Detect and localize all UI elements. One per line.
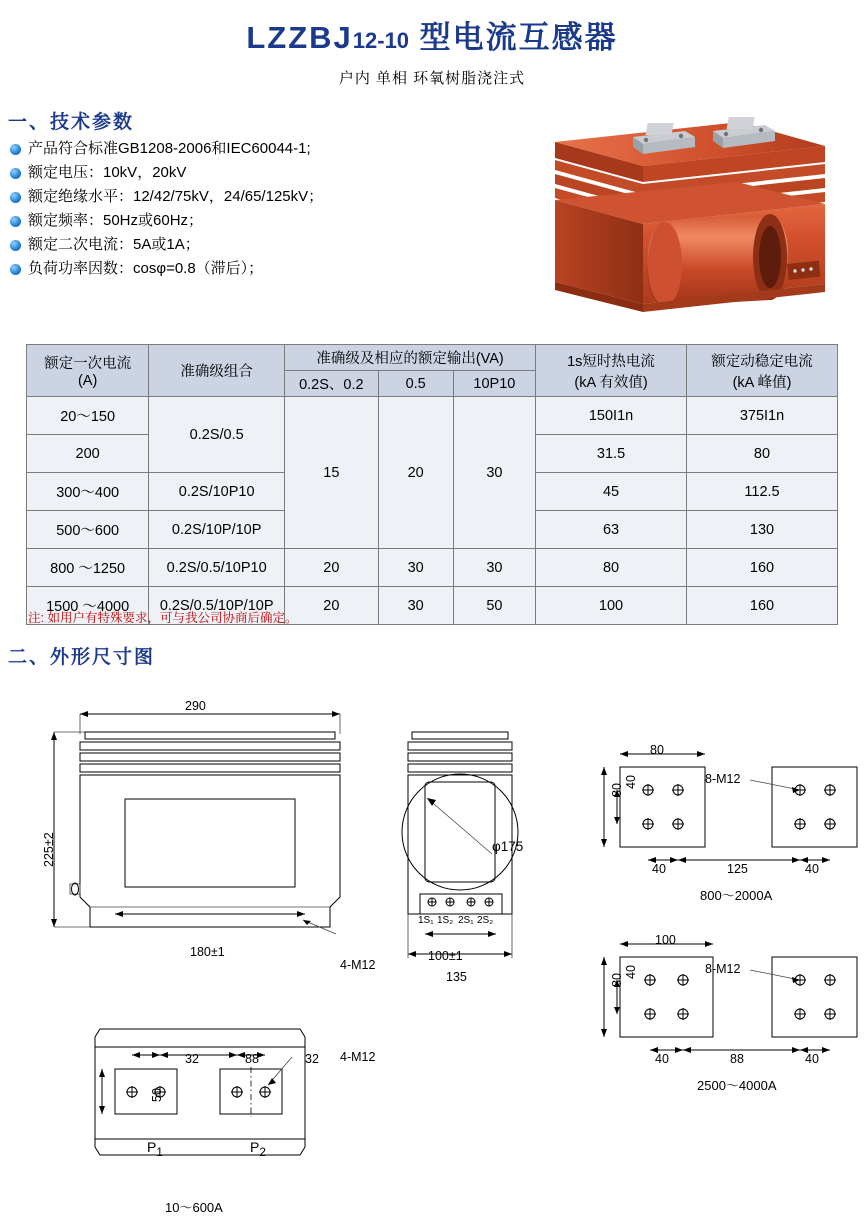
bullet-icon: [10, 264, 21, 275]
page-title: [0, 12, 864, 57]
cell-primary: 300～400: [27, 473, 149, 511]
th-dynamic-current: [687, 345, 838, 397]
spec-text: 额定绝缘水平：12/42/75kV，24/65/125kV；: [28, 188, 324, 205]
th-class-10p10: 10P10: [453, 371, 535, 397]
product-photo: [525, 104, 845, 329]
terminal-label-1s1: 1S₁: [418, 915, 434, 926]
cell-combo: 0.2S/10P/10P: [149, 511, 285, 549]
dim-front-width: 290: [185, 699, 206, 713]
dim-plate-upper-br: 40: [805, 862, 819, 876]
terminal-label-2s2: 2S₂: [477, 915, 494, 926]
cell-dynamic: 130: [687, 511, 838, 549]
cell-primary: 200: [27, 435, 149, 473]
cell-va-10p10: 30: [453, 549, 535, 587]
bullet-icon: [10, 192, 21, 203]
dim-plate-lower-inner: 40: [624, 965, 638, 979]
cell-thermal: 63: [536, 511, 687, 549]
th-primary-current-label: 额定一次电流: [44, 356, 132, 372]
th-primary-current: [27, 345, 149, 397]
dim-plate-upper-left: 80: [610, 783, 624, 797]
table-note: 注: 如用户有特殊要求，可与我公司协商后确定。: [28, 611, 298, 625]
dim-plate-lower-bc: 88: [730, 1052, 744, 1066]
cell-primary: 20～150: [27, 397, 149, 435]
cell-va-02s: 20: [285, 587, 379, 625]
spec-text: 额定二次电流：5A或1A；: [28, 236, 200, 253]
side-view-drawing: [370, 702, 600, 1002]
cell-dynamic: 375I1n: [687, 397, 838, 435]
bullet-icon: [10, 240, 21, 251]
list-item: [10, 140, 490, 158]
th-thermal-current: [536, 345, 687, 397]
cell-combo: 0.2S/0.5/10P10: [149, 549, 285, 587]
dim-plate-lower-bl: 40: [655, 1052, 669, 1066]
dimension-drawings: [0, 677, 864, 1215]
cell-va-10p10: 30: [453, 397, 535, 549]
th-dynamic-unit: (kA 峰值): [732, 374, 792, 391]
cell-primary: 500～600: [27, 511, 149, 549]
th-thermal-label: 1s短时热电流: [567, 353, 655, 370]
bullet-icon: [10, 216, 21, 227]
dim-bottom-32a: 32: [185, 1052, 199, 1066]
section-heading-specs: 一、技术参数: [8, 112, 135, 133]
list-item: [10, 188, 490, 206]
dim-side-diameter: φ175: [492, 839, 524, 854]
cell-va-02s: 15: [285, 397, 379, 549]
dim-bottom-88: 88: [245, 1052, 259, 1066]
bullet-icon: [10, 144, 21, 155]
cell-combo: 0.2S/10P10: [149, 473, 285, 511]
cell-dynamic: 160: [687, 587, 838, 625]
bottom-view-drawing: [60, 1007, 380, 1197]
spec-table: [26, 344, 838, 625]
dim-bottom-bolt: 4-M12: [340, 1050, 376, 1064]
terminal-label-1s2: 1S₂: [437, 915, 454, 926]
bullet-icon: [10, 168, 21, 179]
table-header-row: [27, 345, 838, 371]
dim-plate-upper-bl: 40: [652, 862, 666, 876]
caption-plate-lower: 2500～4000A: [697, 1078, 777, 1093]
spec-text: 产品符合标准GB1208-2006和IEC60044-1;: [28, 140, 311, 157]
cell-dynamic: 80: [687, 435, 838, 473]
cell-primary: 800 ～1250: [27, 549, 149, 587]
dim-plate-upper-inner: 40: [624, 775, 638, 789]
cell-primary: 1500 ～4000: [27, 587, 149, 625]
cell-thermal: 100: [536, 587, 687, 625]
cell-va-10p10: 50: [453, 587, 535, 625]
page-title-main: LZZBJ: [246, 20, 353, 55]
section-heading-dimensions: 二、外形尺寸图: [8, 647, 156, 668]
page-title-model: 12-10: [352, 28, 410, 53]
cell-va-05: 20: [378, 397, 453, 549]
spec-text: 负荷功率因数：cosφ=0.8（滞后）；: [28, 260, 264, 277]
th-accuracy-output: 准确级及相应的额定输出(VA): [285, 345, 536, 371]
th-dynamic-label: 额定动稳定电流: [711, 353, 813, 370]
dim-bottom-32b: 32: [305, 1052, 319, 1066]
list-item: [10, 212, 490, 230]
cell-combo: 0.2S/0.5/10P/10P: [149, 587, 285, 625]
cell-dynamic: 112.5: [687, 473, 838, 511]
list-item: [10, 164, 490, 182]
page-title-rest: 型电流互感器: [409, 20, 618, 55]
spec-list: [10, 140, 490, 284]
dim-side-terminal-pitch: 100±1: [428, 949, 463, 963]
cell-thermal: 31.5: [536, 435, 687, 473]
dim-front-base: 180±1: [190, 945, 225, 959]
dim-bottom-50: 50: [150, 1088, 164, 1102]
terminal-label-2s1: 2S₁: [458, 915, 474, 926]
caption-plate-upper: 800～2000A: [700, 888, 773, 903]
dim-plate-lower-bolt: 8-M12: [705, 962, 741, 976]
cell-thermal: 150I1n: [536, 397, 687, 435]
dim-plate-lower-br: 40: [805, 1052, 819, 1066]
th-thermal-unit: (kA 有效值): [574, 374, 648, 391]
cell-combo: 0.2S/0.5: [149, 397, 285, 473]
th-class-05: 0.5: [378, 371, 453, 397]
list-item: [10, 260, 490, 278]
spec-text: 额定电压：10kV，20kV: [28, 164, 187, 181]
caption-bottom-view: 10～600A: [165, 1200, 223, 1215]
list-item: [10, 236, 490, 254]
dim-front-bolt: 4-M12: [340, 958, 376, 972]
cell-thermal: 80: [536, 549, 687, 587]
spec-text: 额定频率：50Hz或60Hz；: [28, 212, 204, 229]
page-subtitle: 户内 单相 环氧树脂浇注式: [338, 70, 526, 87]
dim-plate-lower-left: 80: [610, 973, 624, 987]
p2-subscript: 2: [259, 1145, 266, 1159]
dim-front-height: 225±2: [42, 832, 56, 867]
table-row: [27, 397, 838, 435]
th-accuracy-combo: 准确级组合: [149, 345, 285, 397]
dim-side-overall: 135: [446, 970, 467, 984]
th-primary-current-unit: (A): [77, 373, 98, 389]
p1-subscript: 1: [156, 1145, 163, 1159]
p2-letter: P: [250, 1139, 260, 1155]
p1-letter: P: [147, 1139, 157, 1155]
cell-thermal: 45: [536, 473, 687, 511]
th-class-02s: 0.2S、0.2: [285, 371, 379, 397]
table-row: [27, 549, 838, 587]
terminal-label-p1: [147, 1139, 163, 1159]
cell-dynamic: 160: [687, 549, 838, 587]
terminal-label-p2: [250, 1139, 266, 1159]
dim-plate-upper-top: 80: [650, 743, 664, 757]
dim-plate-upper-bolt: 8-M12: [705, 772, 741, 786]
cell-va-02s: 20: [285, 549, 379, 587]
dim-plate-lower-top: 100: [655, 933, 676, 947]
cell-va-05: 30: [378, 549, 453, 587]
dim-plate-upper-bc: 125: [727, 862, 748, 876]
cell-va-05: 30: [378, 587, 453, 625]
